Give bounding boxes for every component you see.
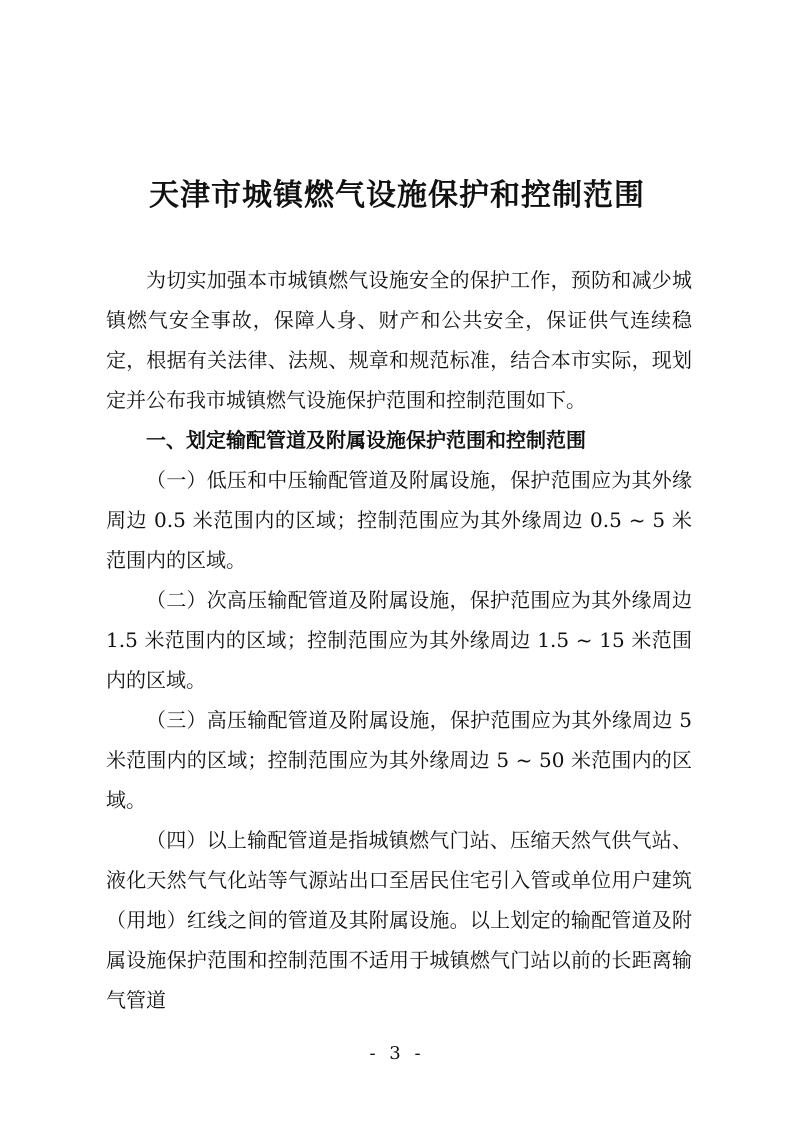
clause-paragraph-2: （二）次高压输配管道及附属设施，保护范围应为其外缘周边 1.5 米范围内的区域；控制范围应为其外缘周边 1.5 ~ 15 米范围内的区域。	[106, 588, 692, 692]
page-number: - 3 -	[369, 1043, 425, 1064]
clause-paragraph-1: （一）低压和中压输配管道及附属设施，保护范围应为其外缘周边 0.5 米范围内的区域；控制范围应为其外缘周边 0.5 ~ 5 米范围内的区域。	[106, 468, 692, 572]
document-title: 天津市城镇燃气设施保护和控制范围	[149, 178, 645, 213]
clause-paragraph-3: （三）高压输配管道及附属设施，保护范围应为其外缘周边 5 米范围内的区域；控制范围应为其外缘周边 5 ~ 50 米范围内的区域。	[106, 708, 692, 812]
clause-paragraph-4: （四）以上输配管道是指城镇燃气门站、压缩天然气供气站、液化天然气气化站等气源站出口至居民住宅引入管或单位用户建筑（用地）红线之间的管道及其附属设施。以上划定的输配管道及附属设施保护范围和控制范围不适用于城镇燃气门站以前的长距离输气管道	[106, 828, 692, 1012]
section-heading: 一、划定输配管道及附属设施保护范围和控制范围	[146, 428, 586, 452]
document-body	[106, 260, 692, 1020]
intro-paragraph: 为切实加强本市城镇燃气设施安全的保护工作，预防和减少城镇燃气安全事故，保障人身、财产和公共安全，保证供气连续稳定，根据有关法律、法规、规章和规范标准，结合本市实际，现划定并公布我市城镇燃气设施保护范围和控制范围如下。	[106, 268, 692, 412]
